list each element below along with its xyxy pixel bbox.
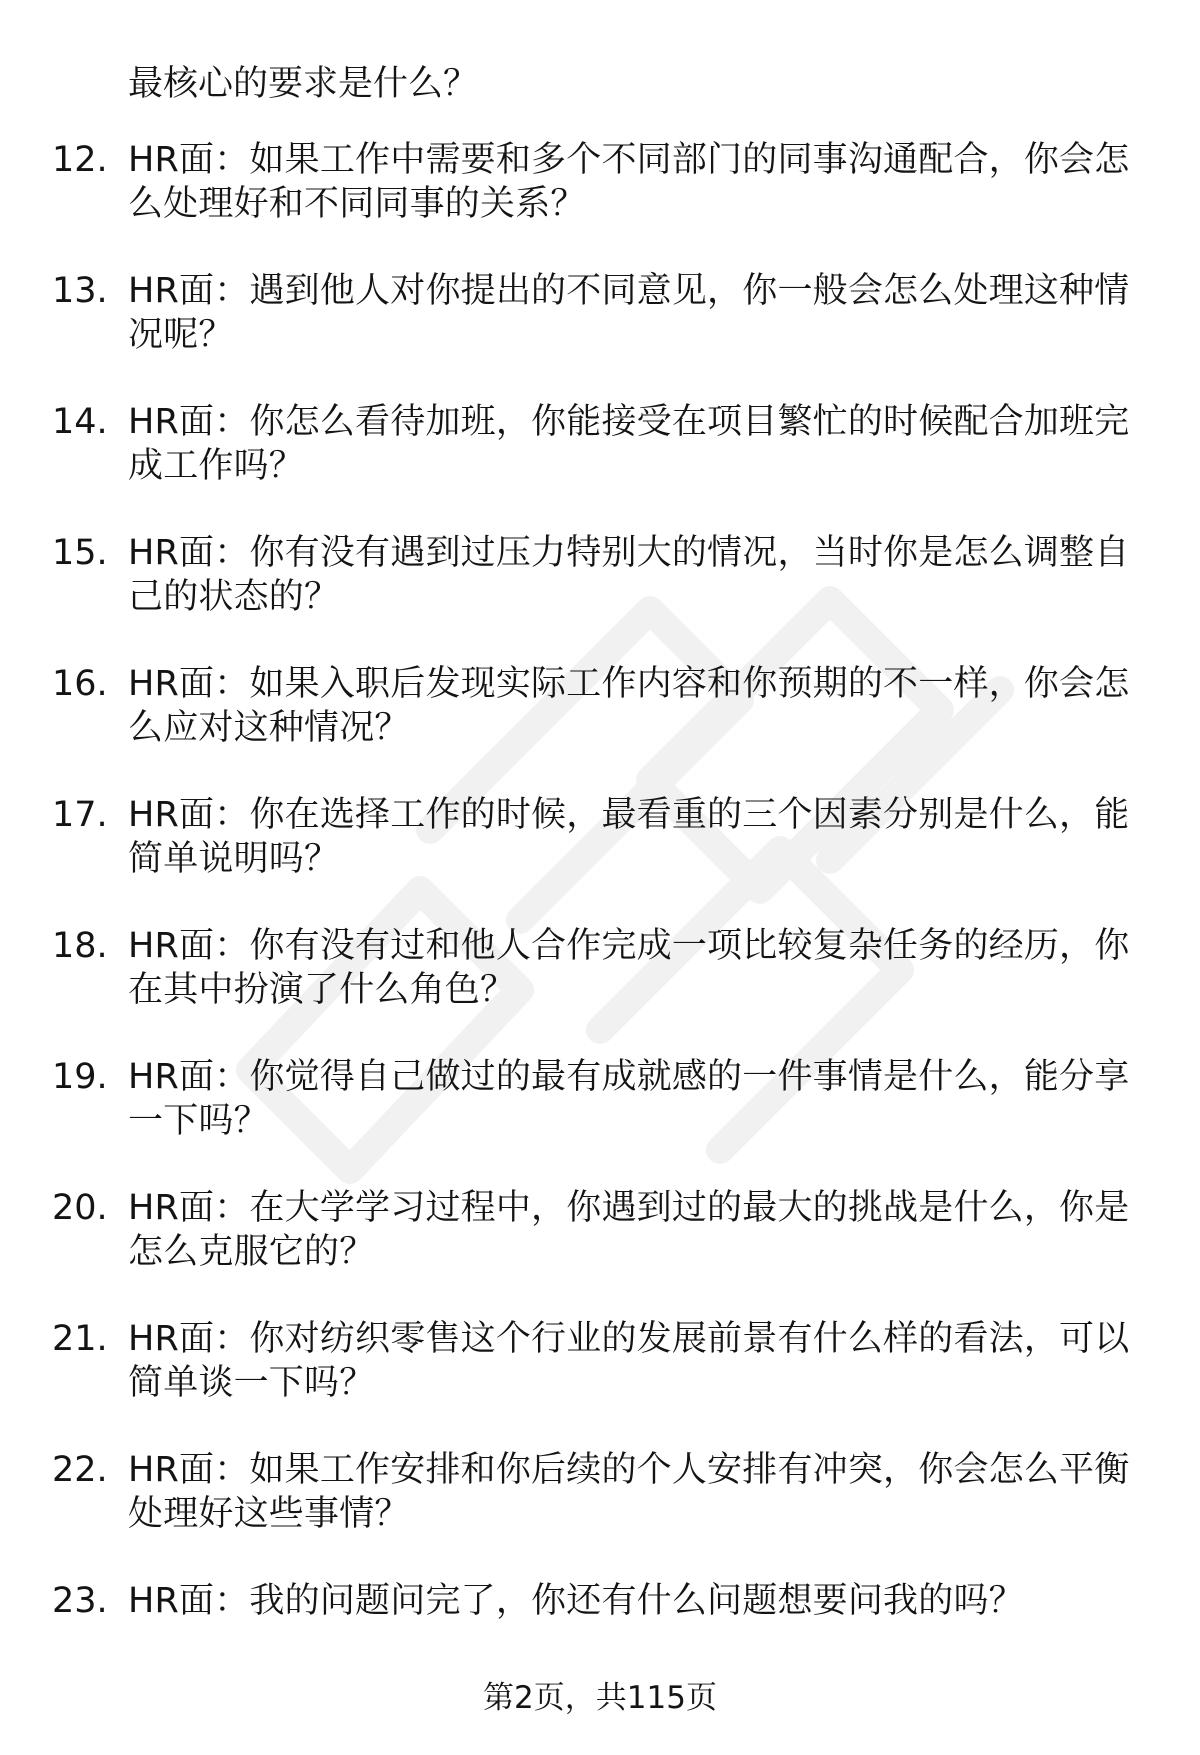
question-item xyxy=(0,1317,1200,1448)
question-item xyxy=(0,1055,1200,1186)
question-item xyxy=(0,1448,1200,1579)
question-item xyxy=(0,924,1200,1055)
question-item xyxy=(0,531,1200,662)
continued-question-text: 最核心的要求是什么？ xyxy=(128,64,479,104)
question-item xyxy=(0,662,1200,793)
question-text: HR面：如果入职后发现实际工作内容和你预期的不一样，你会怎么应对这种情况？ xyxy=(128,664,1130,748)
question-number: 21. xyxy=(52,1319,108,1359)
question-number: 18. xyxy=(52,926,108,966)
question-item xyxy=(0,269,1200,400)
question-text: HR面：如果工作安排和你后续的个人安排有冲突，你会怎么平衡处理好这些事情？ xyxy=(128,1450,1130,1534)
question-text: HR面：如果工作中需要和多个不同部门的同事沟通配合，你会怎么处理好和不同同事的关系？ xyxy=(128,140,1130,224)
question-text: HR面：你对纺织零售这个行业的发展前景有什么样的看法，可以简单谈一下吗？ xyxy=(128,1319,1130,1403)
question-list xyxy=(0,138,1200,1710)
question-number: 23. xyxy=(52,1581,108,1621)
question-text: HR面：我的问题问完了，你还有什么问题想要问我的吗？ xyxy=(128,1581,1024,1621)
question-text: HR面：你怎么看待加班，你能接受在项目繁忙的时候配合加班完成工作吗？ xyxy=(128,402,1130,486)
question-number: 20. xyxy=(52,1188,108,1228)
question-number: 12. xyxy=(52,140,108,180)
question-item xyxy=(0,1186,1200,1317)
question-item xyxy=(0,138,1200,269)
question-item xyxy=(0,793,1200,924)
question-number: 13. xyxy=(52,271,108,311)
question-text: HR面：你有没有遇到过压力特别大的情况，当时你是怎么调整自己的状态的？ xyxy=(128,533,1130,617)
question-item xyxy=(0,400,1200,531)
question-number: 19. xyxy=(52,1057,108,1097)
question-text: HR面：遇到他人对你提出的不同意见，你一般会怎么处理这种情况呢？ xyxy=(128,271,1130,355)
question-number: 15. xyxy=(52,533,108,573)
question-number: 17. xyxy=(52,795,108,835)
question-number: 22. xyxy=(52,1450,108,1490)
question-text: HR面：在大学学习过程中，你遇到过的最大的挑战是什么，你是怎么克服它的？ xyxy=(128,1188,1130,1272)
question-number: 16. xyxy=(52,664,108,704)
question-number: 14. xyxy=(52,402,108,442)
question-text: HR面：你有没有过和他人合作完成一项比较复杂任务的经历，你在其中扮演了什么角色？ xyxy=(128,926,1130,1010)
question-text: HR面：你觉得自己做过的最有成就感的一件事情是什么，能分享一下吗？ xyxy=(128,1057,1130,1141)
page-number-footer: 第2页，共115页 xyxy=(483,1680,717,1716)
question-text: HR面：你在选择工作的时候，最看重的三个因素分别是什么，能简单说明吗？ xyxy=(128,795,1130,879)
